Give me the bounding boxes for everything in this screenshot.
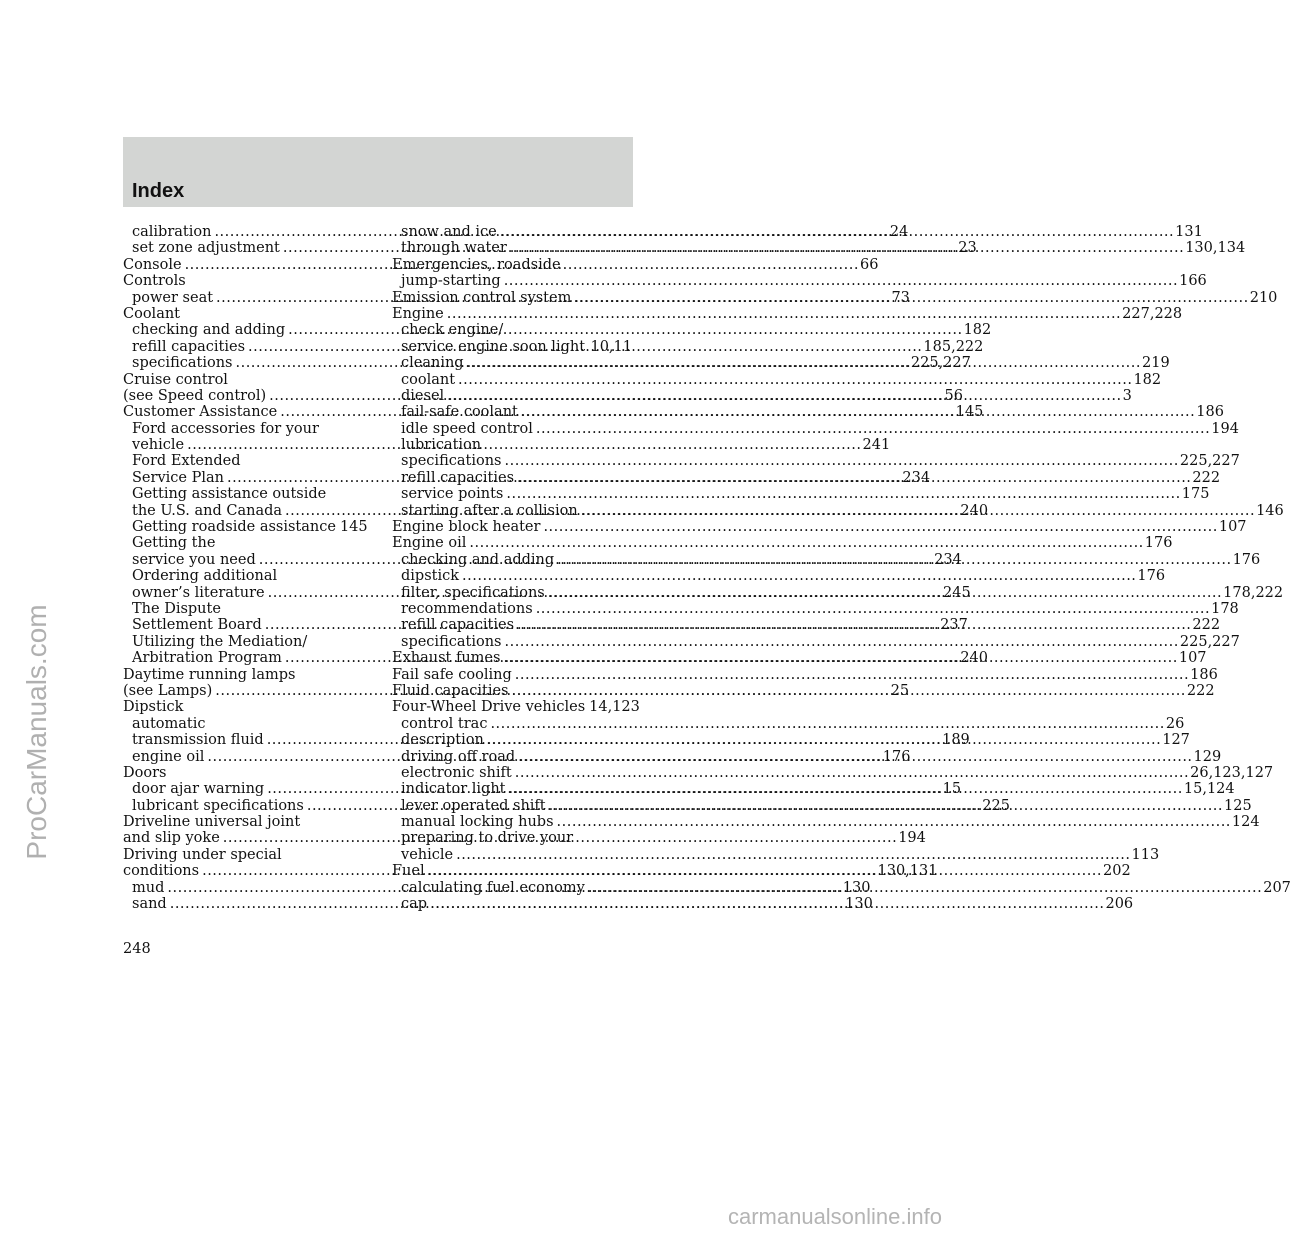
index-entry-term: electronic shift bbox=[401, 764, 512, 781]
index-entry bbox=[392, 781, 1235, 798]
index-entry-page: 130 bbox=[842, 879, 871, 896]
index-entry-page: 127 bbox=[1162, 732, 1190, 749]
index-entry bbox=[123, 519, 368, 536]
index-entry-term: starting after a collision bbox=[401, 502, 578, 519]
index-entry bbox=[123, 273, 363, 289]
index-entry-term: coolant bbox=[401, 371, 456, 388]
index-entry bbox=[123, 814, 363, 830]
dot-leader bbox=[517, 470, 1191, 486]
index-entry-page: 225 bbox=[982, 797, 1010, 814]
index-entry-page: 14,123 bbox=[589, 699, 640, 716]
index-entry-term: check engine/ bbox=[401, 322, 504, 339]
index-entry-term: vehicle bbox=[401, 846, 454, 863]
index-entry-page: 125 bbox=[1224, 797, 1252, 814]
index-entry-term: Customer Assistance bbox=[123, 404, 278, 421]
index-entry-term: lubricant specifications bbox=[132, 797, 304, 814]
index-entry bbox=[123, 634, 363, 650]
index-entry-page: 176 bbox=[882, 748, 911, 765]
index-entry bbox=[123, 765, 363, 781]
index-entry bbox=[392, 633, 1240, 650]
index-entry bbox=[392, 437, 632, 453]
dot-leader bbox=[543, 519, 1217, 535]
dot-leader bbox=[456, 847, 1130, 863]
index-entry-term: Ford Extended bbox=[132, 453, 241, 470]
dot-leader bbox=[588, 880, 1262, 896]
index-entry-term: mud bbox=[132, 879, 165, 896]
index-entry-page: 23 bbox=[958, 240, 977, 257]
index-entry-term: conditions bbox=[123, 863, 200, 880]
index-entry-page: 166 bbox=[1179, 273, 1207, 290]
section-title: Index bbox=[132, 180, 185, 202]
index-entry-term: service you need bbox=[132, 551, 256, 568]
index-entry bbox=[392, 257, 632, 273]
index-entry-term: owner’s literature bbox=[132, 584, 265, 601]
index-entry bbox=[123, 601, 363, 617]
index-entry-page: 25 bbox=[890, 682, 910, 699]
index-entry-page: 24 bbox=[889, 224, 909, 240]
index-entry-page: 56 bbox=[944, 387, 963, 404]
index-entry-page: 210 bbox=[1249, 289, 1278, 306]
index-entry-term: Driving under special bbox=[123, 846, 282, 863]
index-entry-term: through water bbox=[401, 240, 507, 257]
dot-leader bbox=[508, 781, 1182, 797]
index-entry-term: Getting roadside assistance bbox=[132, 519, 336, 536]
index-entry-term: Console bbox=[123, 256, 182, 273]
index-entry-page: 186 bbox=[1190, 666, 1218, 683]
index-entry-page: 129 bbox=[1193, 748, 1222, 765]
index-entry-page: 130,131 bbox=[877, 863, 938, 880]
index-entry bbox=[392, 339, 632, 355]
index-entry-page: 145 bbox=[339, 519, 368, 536]
index-entry-page: 146 bbox=[1256, 502, 1284, 519]
index-entry-page: 225,227 bbox=[1179, 633, 1240, 650]
index-entry-term: Ford accessories for your bbox=[132, 420, 319, 437]
dot-leader bbox=[536, 601, 1210, 617]
index-entry-page: 176 bbox=[1144, 535, 1173, 552]
page-number: 248 bbox=[123, 941, 151, 957]
index-entry bbox=[123, 667, 363, 683]
index-entry-page: 245 bbox=[943, 584, 971, 601]
dot-leader bbox=[521, 404, 1195, 420]
index-entry-page: 234 bbox=[934, 551, 962, 568]
dot-leader bbox=[517, 617, 1191, 633]
index-entry-page: 206 bbox=[1105, 896, 1134, 913]
index-entry-term: Four-Wheel Drive vehicles bbox=[392, 699, 586, 716]
dot-leader bbox=[549, 798, 1223, 814]
index-entry-page: 185,222 bbox=[923, 338, 984, 355]
index-entry-page: 3 bbox=[1122, 387, 1132, 404]
index-entry-term: vehicle bbox=[132, 437, 185, 454]
index-entry-term: Exhaust fumes bbox=[392, 650, 501, 667]
index-entry bbox=[123, 372, 363, 388]
index-entry-term: engine oil bbox=[132, 748, 205, 765]
index-entry-term: Doors bbox=[123, 764, 167, 781]
index-entry bbox=[392, 519, 1247, 536]
index-entry-term: (see Speed control) bbox=[123, 387, 267, 404]
index-entry-page: 219 bbox=[1142, 355, 1170, 372]
index-entry bbox=[123, 421, 363, 437]
index-entry-term: set zone adjustment bbox=[132, 240, 280, 257]
index-entry-term: service engine soon light bbox=[401, 338, 586, 355]
index-entry-term: refill capacities bbox=[401, 617, 515, 634]
index-entry-term: Dipstick bbox=[123, 699, 184, 716]
index-entry bbox=[392, 305, 1183, 322]
index-entry-term: refill capacities bbox=[401, 469, 515, 486]
index-entry bbox=[392, 600, 1239, 617]
index-entry-term: Settlement Board bbox=[132, 617, 262, 634]
index-entry bbox=[392, 486, 1210, 503]
dot-leader bbox=[515, 765, 1189, 781]
index-entry-page: 194 bbox=[898, 830, 926, 847]
index-entry-term: and slip yoke bbox=[123, 830, 220, 847]
side-watermark bbox=[12, 512, 62, 952]
dot-leader bbox=[467, 355, 1141, 371]
index-entry-term: snow and ice bbox=[401, 224, 497, 240]
index-entry-term: Engine block heater bbox=[392, 519, 541, 536]
index-entry-page: 176 bbox=[1232, 551, 1261, 568]
index-entry-term: Engine bbox=[392, 305, 444, 322]
index-entry-term: checking and adding bbox=[401, 551, 555, 568]
index-entry bbox=[123, 535, 363, 551]
index-entry-term: manual locking hubs bbox=[401, 814, 554, 831]
index-entry-term: the U.S. and Canada bbox=[132, 502, 283, 519]
index-entry-page: 240 bbox=[960, 650, 988, 667]
index-entry-term: calibration bbox=[132, 224, 212, 240]
index-entry bbox=[123, 568, 363, 584]
index-entry-term: lubrication bbox=[401, 437, 482, 454]
index-entry-page: 26 bbox=[1165, 715, 1185, 732]
index-entry-page: 186 bbox=[1196, 404, 1224, 421]
index-entry bbox=[392, 846, 1160, 863]
index-entry-term: power seat bbox=[132, 289, 214, 306]
index-entry-page: 207 bbox=[1263, 879, 1291, 896]
index-entry-term: cap bbox=[401, 896, 428, 913]
index-entry bbox=[123, 699, 363, 715]
index-entry-page: 130,134 bbox=[1185, 240, 1246, 257]
index-entry bbox=[392, 715, 1185, 732]
index-entry-term: driving off road bbox=[401, 748, 516, 765]
index-entry-page: 15,124 bbox=[1183, 781, 1235, 798]
dot-leader bbox=[490, 716, 1164, 732]
index-entry-page: 234 bbox=[902, 469, 931, 486]
index-entry-term: preparing to drive your bbox=[401, 830, 574, 847]
index-entry-page: 222 bbox=[1192, 469, 1221, 486]
dot-leader bbox=[518, 749, 1192, 765]
index-entry-page: 113 bbox=[1131, 846, 1160, 863]
index-entry bbox=[392, 371, 1162, 388]
index-entry-term: refill capacities bbox=[132, 338, 246, 355]
index-entry-page: 237 bbox=[940, 617, 968, 634]
index-entry-term: Cruise control bbox=[123, 371, 228, 388]
index-entry bbox=[123, 486, 363, 502]
index-entry-page: 241 bbox=[862, 437, 891, 454]
index-entry bbox=[392, 453, 1240, 470]
index-entry-page: 240 bbox=[960, 502, 989, 519]
dot-leader bbox=[447, 388, 1121, 404]
index-entry bbox=[392, 535, 1173, 552]
dot-leader bbox=[462, 568, 1136, 584]
index-entry-term: Fuel bbox=[392, 863, 425, 880]
index-entry-page: 175 bbox=[1181, 486, 1210, 503]
index-entry-page: 202 bbox=[1103, 863, 1131, 880]
index-entry bbox=[392, 420, 1239, 437]
index-entry-term: Arbitration Program bbox=[132, 650, 282, 667]
index-entry-page: 73 bbox=[891, 289, 910, 306]
index-entry-page: 225,227 bbox=[1179, 453, 1240, 470]
index-entry-term: The Dispute bbox=[132, 600, 221, 617]
index-entry-term: Coolant bbox=[123, 305, 181, 322]
dot-leader bbox=[557, 552, 1231, 568]
dot-leader bbox=[510, 240, 1184, 256]
index-entry bbox=[392, 764, 1274, 781]
index-entry-page: 15 bbox=[942, 781, 962, 798]
index-entry-term: door ajar warning bbox=[132, 781, 265, 798]
dot-leader bbox=[588, 339, 589, 355]
index-entry-term: idle speed control bbox=[401, 420, 533, 437]
dot-leader bbox=[504, 634, 1178, 650]
index-entry-term: service points bbox=[401, 486, 504, 503]
index-entry-page: 227,228 bbox=[1122, 305, 1183, 322]
index-entry-term: Emergencies, roadside bbox=[392, 256, 561, 273]
index-entry-term: specifications bbox=[132, 355, 233, 372]
side-watermark-text: ProCarManuals.com bbox=[21, 604, 52, 860]
index-entry-term: Controls bbox=[123, 273, 186, 290]
index-entry bbox=[392, 273, 1207, 290]
index-entry-term: fail-safe coolant bbox=[401, 404, 518, 421]
dot-leader bbox=[515, 667, 1189, 683]
index-entry-term: Emission control system bbox=[392, 289, 572, 306]
index-entry-page: 130 bbox=[845, 896, 873, 913]
index-entry-term: Ordering additional bbox=[132, 568, 278, 585]
index-entry-page: 182 bbox=[963, 322, 992, 339]
dot-leader bbox=[548, 585, 1222, 601]
dot-leader bbox=[447, 306, 1121, 322]
index-entry-page: 222 bbox=[1192, 617, 1221, 634]
index-entry-page: 225,227 bbox=[910, 355, 971, 372]
index-entry-term: automatic bbox=[132, 715, 206, 732]
dot-leader bbox=[581, 503, 1255, 519]
index-entry bbox=[123, 847, 363, 863]
index-entry-term: calculating fuel economy bbox=[401, 879, 585, 896]
dot-leader bbox=[487, 732, 1161, 748]
index-entry-term: Getting assistance outside bbox=[132, 486, 327, 503]
dot-leader bbox=[574, 290, 1248, 306]
index-entry bbox=[392, 830, 632, 846]
index-entry-term: indicator light bbox=[401, 781, 506, 798]
dot-leader bbox=[536, 421, 1210, 437]
index-entry bbox=[392, 699, 640, 716]
index-entry-page: 131 bbox=[1175, 224, 1203, 240]
index-entry-page: 107 bbox=[1178, 650, 1207, 667]
index-entry-page: 26,123,127 bbox=[1190, 764, 1274, 781]
footer-watermark: carmanualsonline.info bbox=[727, 1204, 942, 1229]
dot-leader bbox=[504, 453, 1178, 469]
index-entry-term: checking and adding bbox=[132, 322, 286, 339]
index-entry-term: dipstick bbox=[401, 568, 460, 585]
dot-leader bbox=[503, 650, 1177, 666]
index-entry-term: specifications bbox=[401, 633, 502, 650]
index-entry bbox=[392, 322, 632, 338]
index-entry-page: 66 bbox=[859, 256, 879, 273]
index-entry-term: filter, specifications bbox=[401, 584, 545, 601]
index-entry-term: description bbox=[401, 732, 484, 749]
index-entry bbox=[392, 568, 1166, 585]
index-entry-page: 107 bbox=[1218, 519, 1247, 536]
dot-leader bbox=[504, 273, 1178, 289]
index-entry bbox=[392, 666, 1218, 683]
index-entry-page: 222 bbox=[1186, 682, 1215, 699]
index-entry-term: cleaning bbox=[401, 355, 464, 372]
index-entry-term: lever operated shift bbox=[401, 797, 546, 814]
index-entry-page: 145 bbox=[955, 404, 984, 421]
index-entry-term: Fluid capacities bbox=[392, 682, 509, 699]
index-entry-term: diesel bbox=[401, 387, 445, 404]
section-header-band bbox=[123, 137, 633, 207]
index-entry-page: 194 bbox=[1211, 420, 1239, 437]
index-entry-term: Driveline universal joint bbox=[123, 814, 301, 831]
index-entry-term: specifications bbox=[401, 453, 502, 470]
dot-leader bbox=[557, 814, 1231, 830]
index-entry-term: Fail safe cooling bbox=[392, 666, 512, 683]
index-entry bbox=[392, 814, 1260, 831]
index-entry-term: transmission fluid bbox=[132, 732, 264, 749]
dot-leader bbox=[458, 372, 1132, 388]
index-entry-page: 178 bbox=[1211, 600, 1239, 617]
index-entry bbox=[123, 306, 363, 322]
index-entry-term: Engine oil bbox=[392, 535, 467, 552]
index-entry-term: Getting the bbox=[132, 535, 216, 552]
dot-leader bbox=[500, 224, 1174, 240]
index-entry-term: sand bbox=[132, 896, 167, 913]
index-entry-term: Daytime running lamps bbox=[123, 666, 296, 683]
dot-leader bbox=[430, 896, 1104, 912]
index-entry-term: jump-starting bbox=[401, 273, 501, 290]
index-entry bbox=[123, 716, 363, 732]
index-entry-page: 178,222 bbox=[1223, 584, 1284, 601]
index-entry-term: recommendations bbox=[401, 600, 533, 617]
index-entry-page: 189 bbox=[942, 732, 970, 749]
index-entry-page: 124 bbox=[1231, 814, 1260, 831]
index-entry-term: Utilizing the Mediation/ bbox=[132, 633, 308, 650]
index-entry-page: 182 bbox=[1133, 371, 1162, 388]
dot-leader bbox=[506, 486, 1180, 502]
dot-leader bbox=[428, 863, 1102, 879]
index-entry-term: control trac bbox=[401, 715, 488, 732]
dot-leader bbox=[469, 535, 1143, 551]
index-entry-term: Service Plan bbox=[132, 469, 224, 486]
index-entry-page: 10,11 bbox=[590, 338, 632, 355]
index-entry bbox=[123, 453, 363, 469]
index-entry-page: 176 bbox=[1137, 568, 1166, 585]
dot-leader bbox=[512, 683, 1186, 699]
index-entry-term: (see Lamps) bbox=[123, 682, 213, 699]
